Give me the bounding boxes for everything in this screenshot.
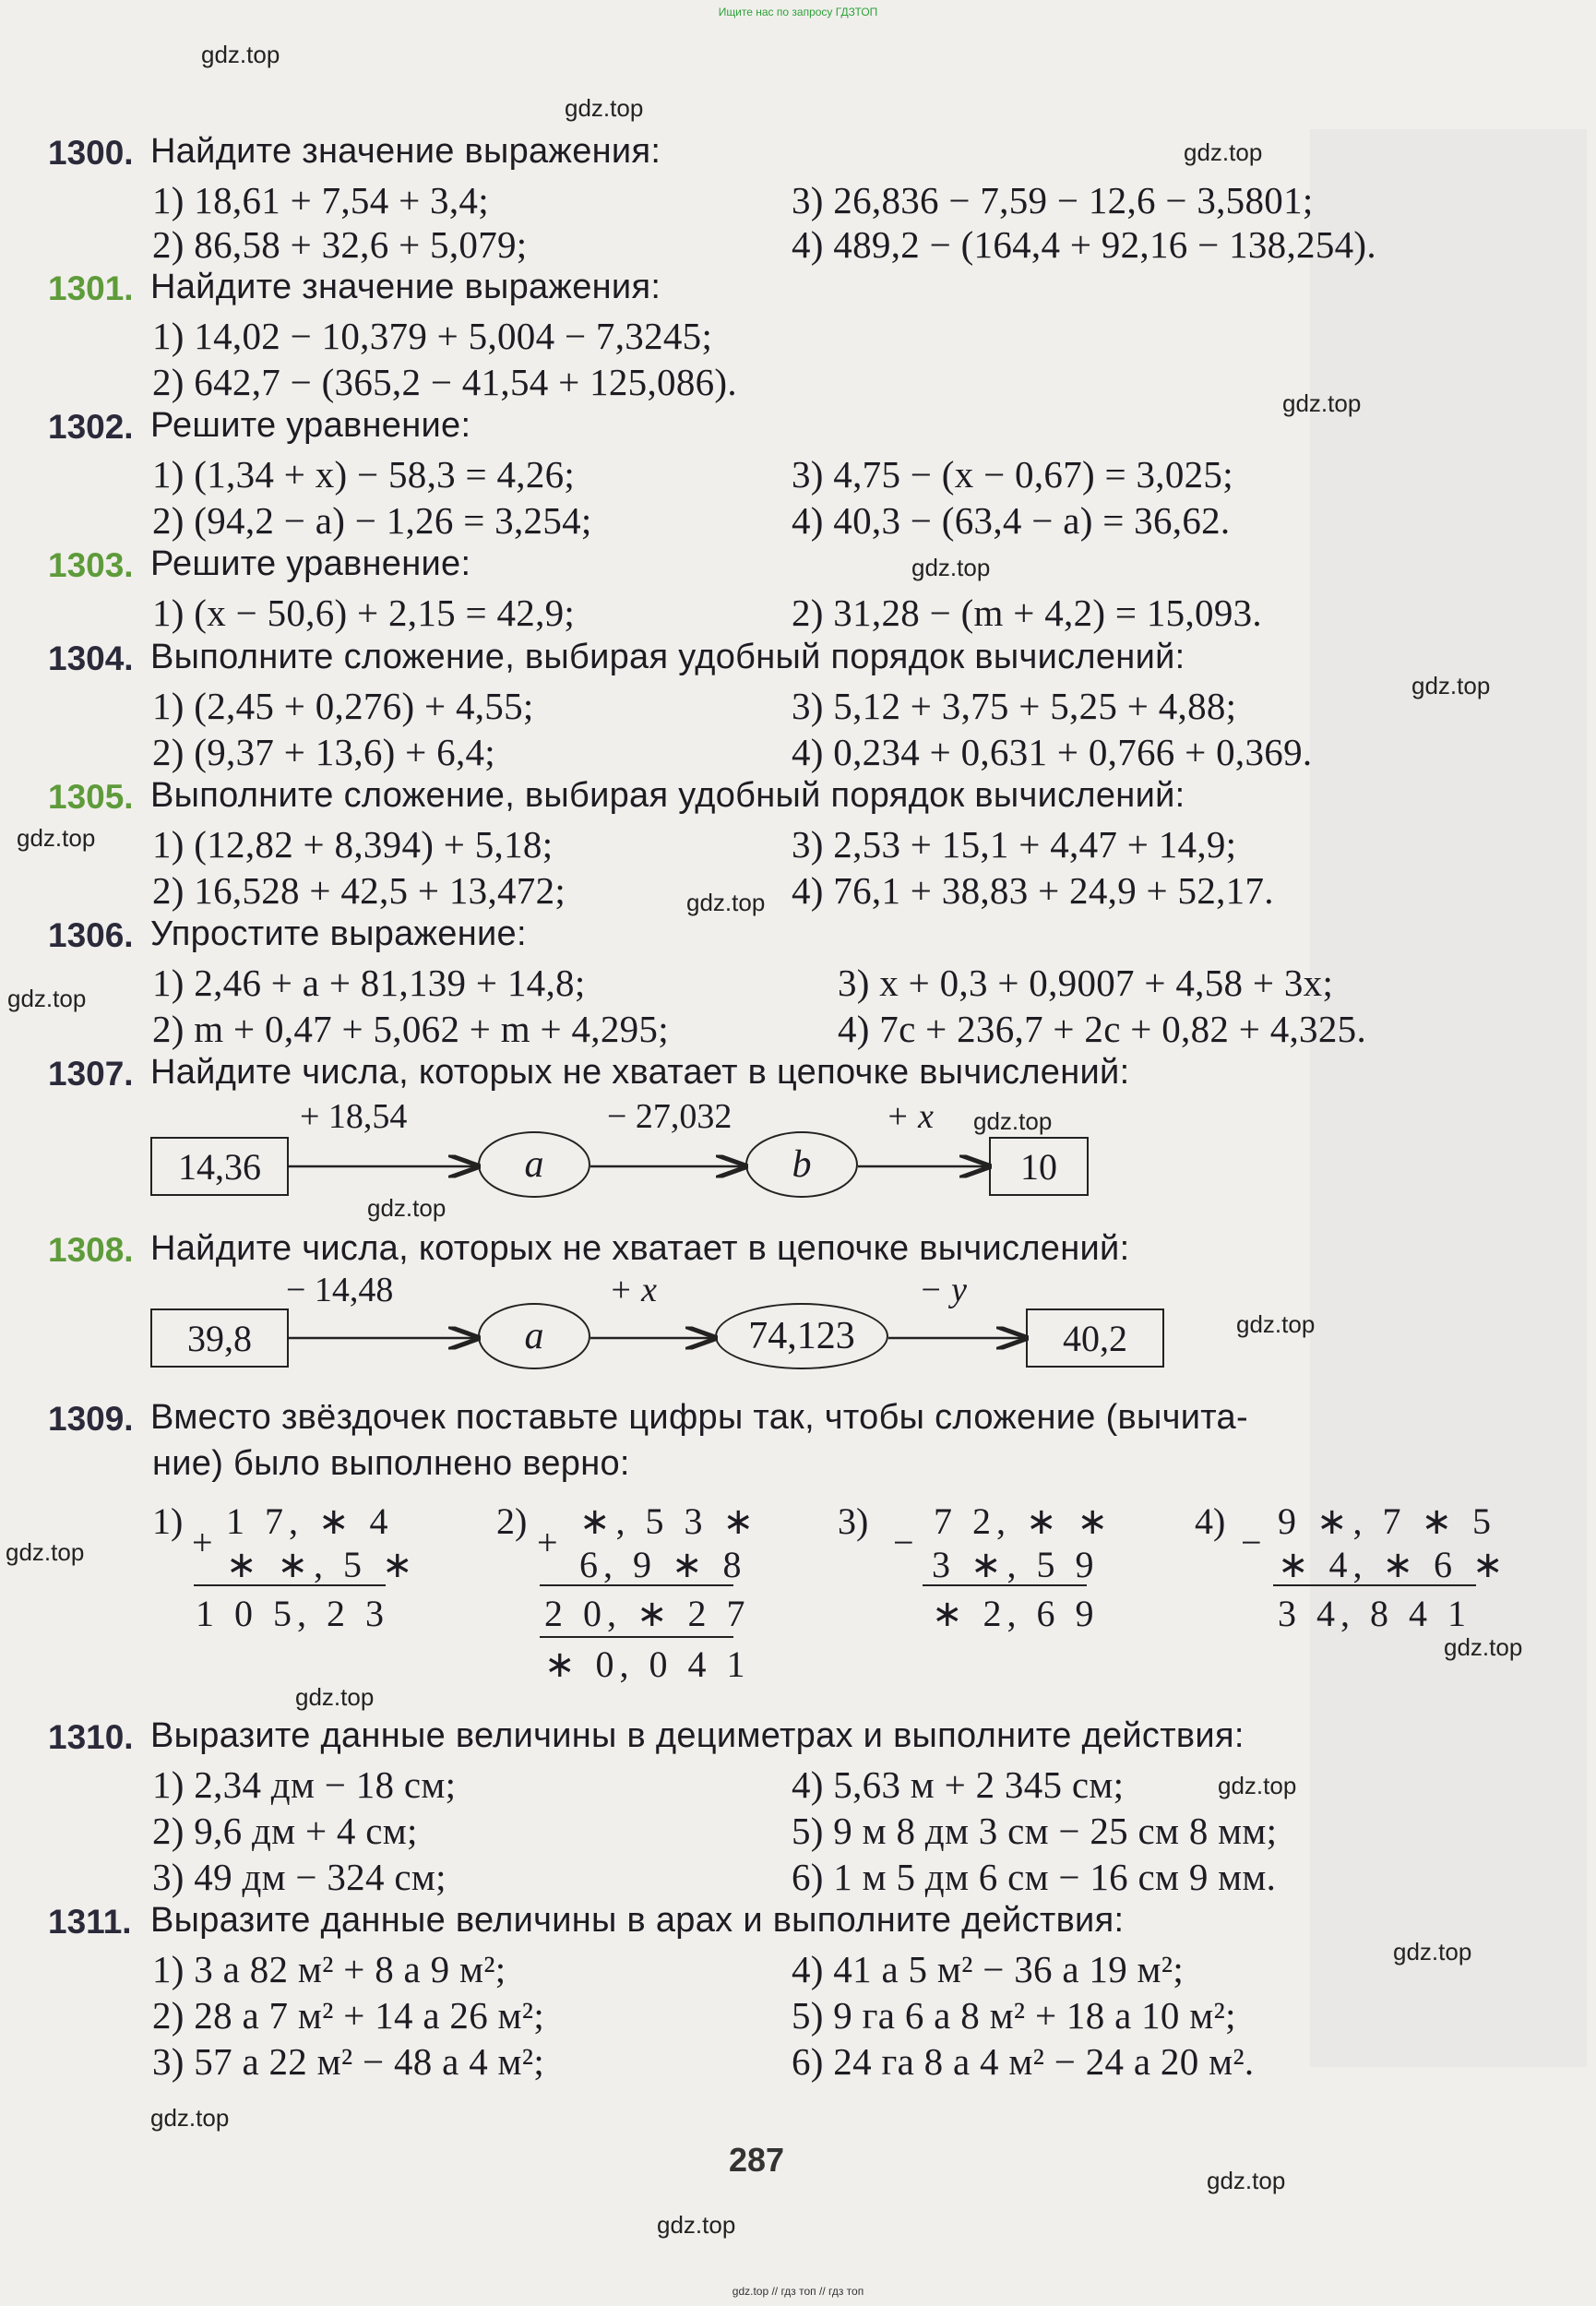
equation: 3) 4,75 − (x − 0,67) = 3,025;: [792, 453, 1233, 496]
expression: 3) 49 дм − 324 см;: [152, 1856, 447, 1898]
problem-number: 1302.: [48, 408, 134, 446]
expression: 3) 26,836 − 7,59 − 12,6 − 3,5801;: [792, 179, 1314, 221]
arith-operand: 6, 9 ∗ 8: [579, 1544, 747, 1585]
problem-number: 1310.: [48, 1718, 134, 1756]
header-note: Ищите нас по запросу ГДЗТОП: [718, 6, 878, 18]
watermark: gdz.top: [1218, 1772, 1297, 1799]
page-number: 287: [729, 2141, 785, 2179]
arith-label: 2): [496, 1500, 528, 1542]
arith-sign: −: [1241, 1522, 1262, 1563]
chain-end-box: 10: [989, 1137, 1089, 1196]
expression: 6) 24 га 8 а 4 м² − 24 а 20 м².: [792, 2040, 1255, 2083]
equation: 2) (94,2 − a) − 1,26 = 3,254;: [152, 499, 592, 542]
arith-sign: −: [893, 1522, 914, 1563]
problem-title: Упростите выражение:: [150, 914, 527, 953]
problem-number: 1307.: [48, 1055, 134, 1093]
chain-operation: − y: [919, 1271, 968, 1309]
expression: 3) 5,12 + 3,75 + 5,25 + 4,88;: [792, 685, 1237, 727]
expression: 5) 9 га 6 а 8 м² + 18 а 10 м²;: [792, 1994, 1236, 2037]
expression: 1) 18,61 + 7,54 + 3,4;: [152, 179, 489, 221]
expression: 2) 86,58 + 32,6 + 5,079;: [152, 223, 528, 266]
equation: 1) (x − 50,6) + 2,15 = 42,9;: [152, 591, 576, 634]
chain-value-oval: 74,123: [715, 1303, 888, 1369]
arith-operand: 1 7, ∗ 4: [226, 1500, 394, 1542]
expression: 4) 489,2 − (164,4 + 92,16 − 138,254).: [792, 223, 1376, 266]
arith-sign: +: [537, 1522, 558, 1563]
arith-label: 3): [838, 1500, 869, 1542]
problem-number: 1309.: [48, 1400, 134, 1438]
watermark: gdz.top: [973, 1107, 1053, 1135]
arith-label: 1): [152, 1500, 184, 1542]
chain-operation: + 18,54: [300, 1097, 408, 1136]
problem-title: Выразите данные величины в арах и выполните действия:: [150, 1901, 1125, 1940]
problem-title: Выполните сложение, выбирая удобный порядок вычислений:: [150, 638, 1185, 676]
chain-operation: + x: [609, 1271, 658, 1309]
expression: 3) x + 0,3 + 0,9007 + 4,58 + 3x;: [838, 962, 1334, 1004]
problem-title: Найдите числа, которых не хватает в цепочке вычислений:: [150, 1053, 1130, 1092]
expression: 4) 76,1 + 38,83 + 24,9 + 52,17.: [792, 869, 1274, 912]
watermark: gdz.top: [1282, 389, 1362, 417]
arith-result: 1 0 5, 2 3: [196, 1593, 389, 1634]
watermark: gdz.top: [17, 824, 96, 852]
expression: 2) 642,7 − (365,2 − 41,54 + 125,086).: [152, 361, 737, 403]
arith-result: ∗ 2, 6 9: [932, 1593, 1100, 1634]
watermark: gdz.top: [1236, 1310, 1316, 1338]
arith-operand: 3 ∗, 5 9: [932, 1544, 1100, 1585]
arith-operand: ∗ ∗, 5 ∗: [226, 1544, 419, 1585]
watermark: gdz.top: [1444, 1633, 1523, 1661]
footer-note: gdz.top // гдз топ // гдз топ: [732, 2285, 864, 2298]
watermark: gdz.top: [565, 94, 644, 122]
chain-unknown-oval: a: [478, 1303, 590, 1369]
expression: 6) 1 м 5 дм 6 см − 16 см 9 мм.: [792, 1856, 1277, 1898]
watermark: gdz.top: [7, 985, 87, 1012]
problem-number: 1304.: [48, 639, 134, 677]
expression: 1) 14,02 − 10,379 + 5,004 − 7,3245;: [152, 315, 713, 357]
watermark: gdz.top: [367, 1194, 447, 1222]
chain-start-box: 39,8: [150, 1308, 289, 1368]
expression: 3) 2,53 + 15,1 + 4,47 + 14,9;: [792, 823, 1237, 866]
equation: 1) (1,34 + x) − 58,3 = 4,26;: [152, 453, 576, 496]
expression: 5) 9 м 8 дм 3 см − 25 см 8 мм;: [792, 1810, 1278, 1852]
watermark: gdz.top: [1184, 138, 1263, 166]
problem-number: 1308.: [48, 1231, 134, 1269]
watermark: gdz.top: [911, 554, 991, 581]
chain-unknown-oval: b: [745, 1131, 858, 1198]
expression: 4) 7c + 236,7 + 2c + 0,82 + 4,325.: [838, 1008, 1366, 1050]
problem-number: 1300.: [48, 134, 134, 172]
expression: 2) m + 0,47 + 5,062 + m + 4,295;: [152, 1008, 669, 1050]
problem-title: Решите уравнение:: [150, 544, 471, 583]
expression: 2) 9,6 дм + 4 см;: [152, 1810, 418, 1852]
problem-title: Найдите значение выражения:: [150, 132, 661, 171]
problem-title: Вместо звёздочек поставьте цифры так, чтобы сложение (вычита-: [150, 1398, 1248, 1437]
problem-title: Найдите числа, которых не хватает в цепочке вычислений:: [150, 1229, 1130, 1268]
expression: 1) 2,34 дм − 18 см;: [152, 1763, 457, 1806]
arith-result: 2 0, ∗ 2 7: [544, 1593, 751, 1634]
expression: 2) 28 а 7 м² + 14 а 26 м²;: [152, 1994, 545, 2037]
expression: 1) (2,45 + 0,276) + 4,55;: [152, 685, 534, 727]
problem-number: 1303.: [48, 546, 134, 584]
equation: 4) 40,3 − (63,4 − a) = 36,62.: [792, 499, 1231, 542]
expression: 1) 3 а 82 м² + 8 а 9 м²;: [152, 1948, 506, 1990]
watermark: gdz.top: [657, 2211, 736, 2239]
arith-sign: +: [192, 1522, 213, 1563]
problem-number: 1301.: [48, 269, 134, 307]
chain-operation: − 27,032: [607, 1097, 732, 1136]
expression: 3) 57 а 22 м² − 48 а 4 м²;: [152, 2040, 545, 2083]
problem-number: 1306.: [48, 916, 134, 954]
expression: 1) (12,82 + 8,394) + 5,18;: [152, 823, 554, 866]
arith-operand: 9 ∗, 7 ∗ 5: [1278, 1500, 1497, 1542]
equation: 2) 31,28 − (m + 4,2) = 15,093.: [792, 591, 1262, 634]
watermark: gdz.top: [201, 41, 280, 68]
arith-operand: ∗, 5 3 ∗: [579, 1500, 760, 1542]
expression: 2) (9,37 + 13,6) + 6,4;: [152, 731, 495, 773]
expression: 4) 41 а 5 м² − 36 а 19 м²;: [792, 1948, 1185, 1990]
watermark: gdz.top: [1393, 1938, 1472, 1965]
problem-title: Найдите значение выражения:: [150, 268, 661, 306]
arith-result: 3 4, 8 4 1: [1278, 1593, 1471, 1634]
watermark: gdz.top: [1207, 2167, 1286, 2194]
chain-end-box: 40,2: [1026, 1308, 1164, 1368]
problem-title: Решите уравнение:: [150, 406, 471, 445]
watermark: gdz.top: [686, 889, 766, 916]
chain-operation: − 14,48: [286, 1271, 394, 1309]
watermark: gdz.top: [1411, 672, 1491, 699]
problem-number: 1311.: [48, 1903, 132, 1941]
watermark: gdz.top: [150, 2104, 230, 2132]
arith-operand: 7 2, ∗ ∗: [934, 1500, 1114, 1542]
chain-start-box: 14,36: [150, 1137, 289, 1196]
chain-operation: + x: [886, 1097, 935, 1136]
problem-number: 1305.: [48, 778, 134, 816]
expression: 1) 2,46 + a + 81,139 + 14,8;: [152, 962, 586, 1004]
watermark: gdz.top: [6, 1538, 85, 1566]
problem-title: Выполните сложение, выбирая удобный порядок вычислений:: [150, 776, 1185, 815]
arith-operand: ∗ 4, ∗ 6 ∗: [1278, 1544, 1509, 1585]
problem-title-continued: ние) было выполнено верно:: [152, 1444, 630, 1483]
expression: 4) 5,63 м + 2 345 см;: [792, 1763, 1125, 1806]
problem-title: Выразите данные величины в дециметрах и выполните действия:: [150, 1716, 1245, 1755]
chain-unknown-oval: a: [478, 1131, 590, 1198]
expression: 2) 16,528 + 42,5 + 13,472;: [152, 869, 566, 912]
arith-result: ∗ 0, 0 4 1: [544, 1643, 751, 1685]
arith-label: 4): [1195, 1500, 1226, 1542]
expression: 4) 0,234 + 0,631 + 0,766 + 0,369.: [792, 731, 1313, 773]
watermark: gdz.top: [295, 1683, 375, 1711]
